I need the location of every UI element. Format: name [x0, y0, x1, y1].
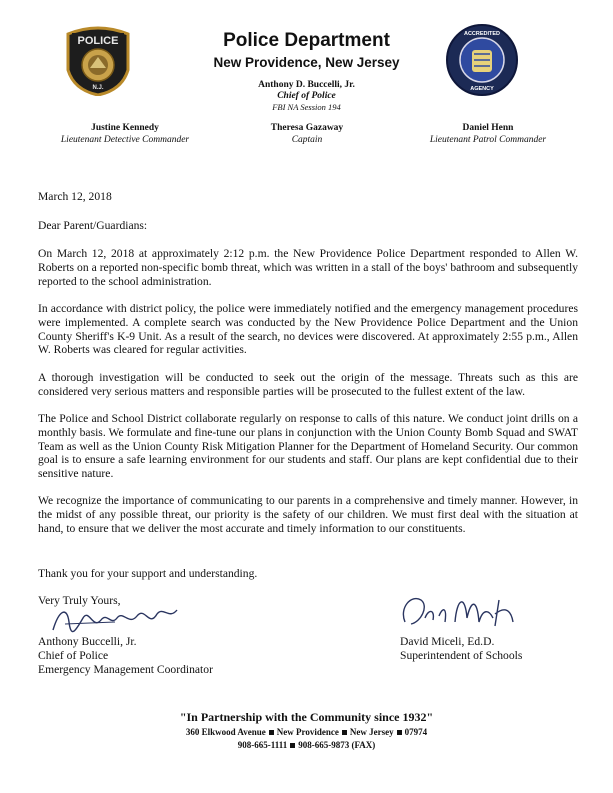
square-bullet-icon	[290, 743, 295, 748]
letter-salutation: Dear Parent/Guardians:	[38, 219, 148, 232]
footer-motto: "In Partnership with the Community since 1932"	[179, 710, 434, 724]
footer-address	[0, 727, 613, 737]
chief-session: FBI NA Session 194	[272, 102, 341, 112]
svg-text:AGENCY: AGENCY	[470, 86, 494, 92]
officer-title: Lieutenant Patrol Commander	[429, 135, 547, 145]
svg-text:N.J.: N.J.	[92, 85, 104, 91]
department-title: Police Department	[223, 30, 390, 51]
letter-paragraph: On March 12, 2018 at approximately 2:12 p.m. the New Providence Police Department responded to Allen W. Roberts on a reported non-specific bomb threat, which was written in a stall of the boys' bathroom and subsequently reported to the school administration.	[38, 247, 578, 288]
svg-text:ACCREDITED: ACCREDITED	[463, 31, 501, 37]
officer-title: Captain	[291, 135, 323, 145]
signer-block-superintendent	[400, 635, 522, 663]
square-bullet-icon	[342, 730, 347, 735]
address-state: New Jersey	[349, 727, 394, 737]
letter-closing: Very Truly Yours,	[38, 594, 121, 607]
officer-name: Justine Kennedy	[91, 123, 159, 133]
letter-paragraph: We recognize the importance of communicating to our parents in a comprehensive and timely manner. However, in the midst of any possible threat, our priority is the safety of our children. We must first deal with the situation at hand, to ensure that we deliver the most accurate and timely information to our constituents.	[38, 494, 578, 535]
fax-number: 908-665-9873 (FAX)	[298, 740, 376, 750]
chief-block	[0, 80, 613, 113]
letter-paragraph: A thorough investigation will be conducted to seek out the origin of the message. Threats such as this are considered very serious matters and responsible parties will be prosecuted to the fullest extent of the law.	[38, 371, 578, 398]
square-bullet-icon	[269, 730, 274, 735]
chief-name: Anthony D. Buccelli, Jr.	[258, 80, 355, 90]
signer-name: David Miceli, Ed.D.	[400, 635, 495, 648]
svg-text:POLICE: POLICE	[77, 35, 119, 47]
signer-title: Chief of Police	[38, 649, 109, 662]
superintendent-signature	[395, 588, 525, 634]
square-bullet-icon	[397, 730, 402, 735]
letter-paragraph: The Police and School District collaborate regularly on response to calls of this nature. We conduct joint drills on a monthly basis. We formulate and fine-tune our plans in conjunction with the Union County Bomb Squad and SWAT Team as well as the Union County Risk Mitigation Planner for the Department of Homeland Security. Our common goal is to ensure a safe learning environment for our students and staff. Our plans are kept confidential due to their sensitive nature.	[38, 412, 578, 481]
signer-title-secondary: Emergency Management Coordinator	[38, 663, 213, 676]
officer-title: Lieutenant Detective Commander	[60, 135, 190, 145]
chief-signature	[45, 600, 195, 640]
signer-block-chief	[38, 635, 213, 677]
officer-block-right	[388, 122, 588, 146]
address-zip: 07974	[404, 727, 428, 737]
officer-name: Daniel Henn	[462, 123, 514, 133]
officer-block-center	[207, 122, 407, 146]
footer-phones	[0, 740, 613, 750]
address-town: New Providence	[276, 727, 339, 737]
officer-block-left	[25, 122, 225, 146]
letter-date: March 12, 2018	[38, 190, 112, 203]
signer-name: Anthony Buccelli, Jr.	[38, 635, 137, 648]
address-street: 360 Elkwood Avenue	[185, 727, 266, 737]
department-location: New Providence, New Jersey	[213, 55, 400, 70]
letter-paragraph: In accordance with district policy, the police were immediately notified and the emergency management procedures were implemented. A complete search was conducted by the New Providence Police Department and the Union County Sheriff's K-9 Unit. As a result of the search, no devices were discovered. At approximately 2:55 p.m., Allen W. Roberts was cleared for regular activities.	[38, 302, 578, 357]
phone-number: 908-665-1111	[237, 740, 288, 750]
signer-title: Superintendent of Schools	[400, 649, 523, 662]
chief-title: Chief of Police	[277, 91, 336, 101]
letter-thanks: Thank you for your support and understanding.	[38, 567, 258, 580]
officer-name: Theresa Gazaway	[270, 123, 344, 133]
